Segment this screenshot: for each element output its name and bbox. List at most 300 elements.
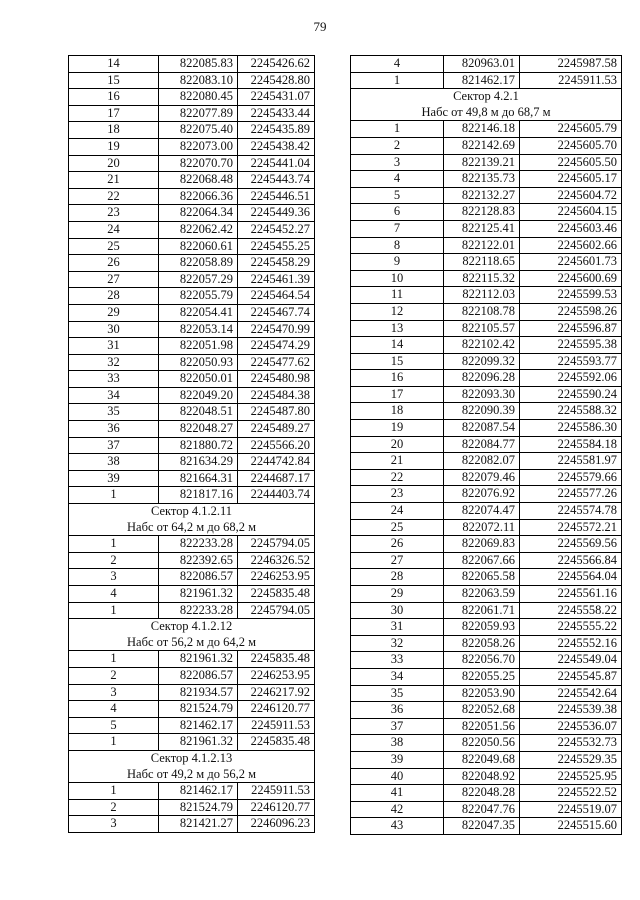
x-coordinate: 822050.01 — [159, 371, 238, 388]
point-number: 26 — [351, 536, 444, 553]
sector-range-row — [69, 767, 315, 783]
point-number: 1 — [69, 487, 159, 504]
x-coordinate: 821524.79 — [159, 799, 238, 816]
x-coordinate: 822146.18 — [444, 121, 520, 138]
table-row — [351, 486, 622, 503]
y-coordinate: 2245566.20 — [238, 437, 315, 454]
y-coordinate: 2245605.17 — [520, 171, 622, 188]
point-number: 6 — [351, 204, 444, 221]
y-coordinate: 2245602.66 — [520, 237, 622, 254]
x-coordinate: 822080.45 — [159, 89, 238, 106]
x-coordinate: 822053.90 — [444, 685, 520, 702]
x-coordinate: 822053.14 — [159, 321, 238, 338]
point-number: 35 — [351, 685, 444, 702]
point-number: 36 — [351, 702, 444, 719]
x-coordinate: 822086.57 — [159, 667, 238, 684]
point-number: 4 — [69, 586, 159, 603]
y-coordinate: 2246120.77 — [238, 701, 315, 718]
point-number: 5 — [351, 187, 444, 204]
table-row — [351, 668, 622, 685]
x-coordinate: 822073.00 — [159, 138, 238, 155]
point-number: 38 — [69, 454, 159, 471]
y-coordinate: 2245600.69 — [520, 270, 622, 287]
y-coordinate: 2245558.22 — [520, 602, 622, 619]
point-number: 21 — [69, 172, 159, 189]
point-number: 16 — [69, 89, 159, 106]
table-row — [69, 783, 315, 800]
table-row — [351, 303, 622, 320]
sector-height-range: Набс от 56,2 м до 64,2 м — [69, 635, 315, 651]
point-number: 13 — [351, 320, 444, 337]
table-row — [351, 154, 622, 171]
table-row — [351, 171, 622, 188]
point-number: 2 — [69, 667, 159, 684]
x-coordinate: 822079.46 — [444, 469, 520, 486]
x-coordinate: 822048.28 — [444, 785, 520, 802]
y-coordinate: 2246217.92 — [238, 684, 315, 701]
point-number: 1 — [69, 734, 159, 751]
table-row — [351, 735, 622, 752]
table-row — [69, 799, 315, 816]
point-number: 39 — [351, 751, 444, 768]
x-coordinate: 822233.28 — [159, 536, 238, 553]
y-coordinate: 2245519.07 — [520, 801, 622, 818]
x-coordinate: 822115.32 — [444, 270, 520, 287]
x-coordinate: 822068.48 — [159, 172, 238, 189]
x-coordinate: 822102.42 — [444, 337, 520, 354]
y-coordinate: 2245443.74 — [238, 172, 315, 189]
y-coordinate: 2245574.78 — [520, 503, 622, 520]
y-coordinate: 2245464.54 — [238, 288, 315, 305]
y-coordinate: 2245577.26 — [520, 486, 622, 503]
x-coordinate: 822062.42 — [159, 221, 238, 238]
y-coordinate: 2245566.84 — [520, 552, 622, 569]
sector-height-range: Набс от 64,2 м до 68,2 м — [69, 520, 315, 536]
y-coordinate: 2245605.50 — [520, 154, 622, 171]
table-row — [69, 221, 315, 238]
table-row — [69, 701, 315, 718]
x-coordinate: 822048.27 — [159, 421, 238, 438]
point-number: 40 — [351, 768, 444, 785]
point-number: 36 — [69, 421, 159, 438]
y-coordinate: 2245426.62 — [238, 56, 315, 73]
x-coordinate: 822086.57 — [159, 569, 238, 586]
y-coordinate: 2245564.04 — [520, 569, 622, 586]
y-coordinate: 2245835.48 — [238, 651, 315, 668]
x-coordinate: 822060.61 — [159, 238, 238, 255]
y-coordinate: 2245592.06 — [520, 370, 622, 387]
x-coordinate: 822064.34 — [159, 205, 238, 222]
table-row — [69, 371, 315, 388]
y-coordinate: 2246096.23 — [238, 816, 315, 833]
y-coordinate: 2245455.25 — [238, 238, 315, 255]
y-coordinate: 2245477.62 — [238, 354, 315, 371]
sector-range-row — [69, 635, 315, 651]
table-row — [351, 453, 622, 470]
point-number: 12 — [351, 303, 444, 320]
x-coordinate: 822072.11 — [444, 519, 520, 536]
point-number: 21 — [351, 453, 444, 470]
x-coordinate: 822054.41 — [159, 304, 238, 321]
x-coordinate: 822082.07 — [444, 453, 520, 470]
table-row — [351, 353, 622, 370]
table-row — [351, 287, 622, 304]
x-coordinate: 821421.27 — [159, 816, 238, 833]
table-row — [351, 72, 622, 89]
x-coordinate: 822135.73 — [444, 171, 520, 188]
x-coordinate: 822067.66 — [444, 552, 520, 569]
table-row — [69, 56, 315, 73]
x-coordinate: 822108.78 — [444, 303, 520, 320]
y-coordinate: 2245603.46 — [520, 220, 622, 237]
table-row — [351, 818, 622, 835]
table-row — [351, 652, 622, 669]
table-row — [69, 816, 315, 833]
point-number: 41 — [351, 785, 444, 802]
table-row — [69, 487, 315, 504]
table-row — [69, 138, 315, 155]
y-coordinate: 2245605.79 — [520, 121, 622, 138]
table-row — [69, 105, 315, 122]
table-row — [351, 685, 622, 702]
y-coordinate: 2245598.26 — [520, 303, 622, 320]
table-row — [69, 205, 315, 222]
y-coordinate: 2245572.21 — [520, 519, 622, 536]
point-number: 37 — [351, 718, 444, 735]
x-coordinate: 822077.89 — [159, 105, 238, 122]
y-coordinate: 2245555.22 — [520, 619, 622, 636]
point-number: 15 — [351, 353, 444, 370]
table-row — [351, 337, 622, 354]
table-row — [69, 188, 315, 205]
x-coordinate: 822122.01 — [444, 237, 520, 254]
point-number: 18 — [351, 403, 444, 420]
x-coordinate: 822055.25 — [444, 668, 520, 685]
x-coordinate: 822139.21 — [444, 154, 520, 171]
point-number: 5 — [69, 717, 159, 734]
y-coordinate: 2245452.27 — [238, 221, 315, 238]
x-coordinate: 822057.29 — [159, 271, 238, 288]
table-row — [69, 172, 315, 189]
table-row — [69, 602, 315, 619]
point-number: 14 — [69, 56, 159, 73]
point-number: 42 — [351, 801, 444, 818]
page-number: 79 — [313, 19, 327, 34]
x-coordinate: 822093.30 — [444, 386, 520, 403]
table-row — [69, 536, 315, 553]
table-row — [351, 56, 622, 73]
x-coordinate: 821664.31 — [159, 470, 238, 487]
y-coordinate: 2245515.60 — [520, 818, 622, 835]
y-coordinate: 2245593.77 — [520, 353, 622, 370]
sector-header-row — [69, 750, 315, 766]
table-row — [351, 768, 622, 785]
point-number: 19 — [351, 420, 444, 437]
table-row — [69, 421, 315, 438]
point-number: 39 — [69, 470, 159, 487]
y-coordinate: 2245438.42 — [238, 138, 315, 155]
x-coordinate: 822049.68 — [444, 751, 520, 768]
sector-height-range: Набс от 49,8 м до 68,7 м — [351, 105, 622, 121]
y-coordinate: 2245581.97 — [520, 453, 622, 470]
x-coordinate: 822047.76 — [444, 801, 520, 818]
table-row — [351, 503, 622, 520]
x-coordinate: 821817.16 — [159, 487, 238, 504]
x-coordinate: 822074.47 — [444, 503, 520, 520]
point-number: 1 — [69, 783, 159, 800]
y-coordinate: 2245601.73 — [520, 254, 622, 271]
x-coordinate: 822059.93 — [444, 619, 520, 636]
y-coordinate: 2245522.52 — [520, 785, 622, 802]
point-number: 33 — [69, 371, 159, 388]
point-number: 23 — [351, 486, 444, 503]
table-row — [69, 387, 315, 404]
point-number: 25 — [351, 519, 444, 536]
x-coordinate: 822070.70 — [159, 155, 238, 172]
x-coordinate: 822058.26 — [444, 635, 520, 652]
y-coordinate: 2245487.80 — [238, 404, 315, 421]
table-row — [351, 320, 622, 337]
point-number: 22 — [351, 469, 444, 486]
y-coordinate: 2245552.16 — [520, 635, 622, 652]
table-row — [69, 89, 315, 106]
point-number: 17 — [69, 105, 159, 122]
table-row — [351, 586, 622, 603]
table-row — [351, 536, 622, 553]
y-coordinate: 2245835.48 — [238, 586, 315, 603]
y-coordinate: 2245461.39 — [238, 271, 315, 288]
y-coordinate: 2245435.89 — [238, 122, 315, 139]
y-coordinate: 2245441.04 — [238, 155, 315, 172]
table-row — [351, 436, 622, 453]
table-row — [69, 155, 315, 172]
x-coordinate: 822052.68 — [444, 702, 520, 719]
y-coordinate: 2245604.15 — [520, 204, 622, 221]
y-coordinate: 2245595.38 — [520, 337, 622, 354]
point-number: 8 — [351, 237, 444, 254]
y-coordinate: 2244687.17 — [238, 470, 315, 487]
table-row — [351, 370, 622, 387]
table-row — [351, 635, 622, 652]
x-coordinate: 822075.40 — [159, 122, 238, 139]
x-coordinate: 822392.65 — [159, 552, 238, 569]
x-coordinate: 822050.56 — [444, 735, 520, 752]
y-coordinate: 2245536.07 — [520, 718, 622, 735]
table-row — [351, 187, 622, 204]
y-coordinate: 2246253.95 — [238, 569, 315, 586]
x-coordinate: 822047.35 — [444, 818, 520, 835]
table-row — [69, 238, 315, 255]
y-coordinate: 2245467.74 — [238, 304, 315, 321]
point-number: 3 — [69, 816, 159, 833]
y-coordinate: 2245545.87 — [520, 668, 622, 685]
table-row — [351, 569, 622, 586]
sector-header-row — [351, 89, 622, 105]
point-number: 14 — [351, 337, 444, 354]
point-number: 29 — [69, 304, 159, 321]
sector-header-row — [69, 619, 315, 635]
table-row — [351, 469, 622, 486]
point-number: 2 — [69, 799, 159, 816]
x-coordinate: 822065.58 — [444, 569, 520, 586]
point-number: 3 — [69, 569, 159, 586]
y-coordinate: 2245588.32 — [520, 403, 622, 420]
x-coordinate: 822048.51 — [159, 404, 238, 421]
y-coordinate: 2245911.53 — [238, 717, 315, 734]
y-coordinate: 2246253.95 — [238, 667, 315, 684]
point-number: 23 — [69, 205, 159, 222]
table-row — [351, 785, 622, 802]
x-coordinate: 822084.77 — [444, 436, 520, 453]
x-coordinate: 821524.79 — [159, 701, 238, 718]
x-coordinate: 822099.32 — [444, 353, 520, 370]
table-row — [69, 586, 315, 603]
table-row — [69, 651, 315, 668]
y-coordinate: 2245835.48 — [238, 734, 315, 751]
x-coordinate: 822105.57 — [444, 320, 520, 337]
table-row — [69, 404, 315, 421]
table-row — [351, 519, 622, 536]
x-coordinate: 820963.01 — [444, 56, 520, 73]
point-number: 1 — [351, 121, 444, 138]
point-number: 18 — [69, 122, 159, 139]
table-row — [69, 288, 315, 305]
y-coordinate: 2245987.58 — [520, 56, 622, 73]
table-row — [351, 237, 622, 254]
point-number: 27 — [351, 552, 444, 569]
x-coordinate: 822056.70 — [444, 652, 520, 669]
y-coordinate: 2245794.05 — [238, 602, 315, 619]
y-coordinate: 2245596.87 — [520, 320, 622, 337]
y-coordinate: 2245484.38 — [238, 387, 315, 404]
y-coordinate: 2245561.16 — [520, 586, 622, 603]
x-coordinate: 822085.83 — [159, 56, 238, 73]
sector-range-row — [69, 520, 315, 536]
y-coordinate: 2245480.98 — [238, 371, 315, 388]
sector-title: Сектор 4.2.1 — [351, 89, 622, 105]
y-coordinate: 2245569.56 — [520, 536, 622, 553]
point-number: 4 — [351, 171, 444, 188]
table-row — [351, 619, 622, 636]
x-coordinate: 822096.28 — [444, 370, 520, 387]
point-number: 15 — [69, 72, 159, 89]
x-coordinate: 821462.17 — [159, 783, 238, 800]
sector-range-row — [351, 105, 622, 121]
table-row — [69, 255, 315, 272]
y-coordinate: 2245474.29 — [238, 338, 315, 355]
point-number: 34 — [351, 668, 444, 685]
table-row — [351, 602, 622, 619]
y-coordinate: 2245489.27 — [238, 421, 315, 438]
x-coordinate: 821462.17 — [159, 717, 238, 734]
table-row — [69, 271, 315, 288]
y-coordinate: 2245428.80 — [238, 72, 315, 89]
point-number: 20 — [69, 155, 159, 172]
sector-header-row — [69, 504, 315, 520]
table-row — [351, 718, 622, 735]
point-number: 1 — [69, 651, 159, 668]
y-coordinate: 2244403.74 — [238, 487, 315, 504]
point-number: 28 — [69, 288, 159, 305]
point-number: 1 — [69, 536, 159, 553]
table-row — [69, 321, 315, 338]
table-row — [69, 569, 315, 586]
x-coordinate: 822090.39 — [444, 403, 520, 420]
point-number: 28 — [351, 569, 444, 586]
table-row — [351, 220, 622, 237]
y-coordinate: 2245539.38 — [520, 702, 622, 719]
x-coordinate: 822055.79 — [159, 288, 238, 305]
point-number: 4 — [69, 701, 159, 718]
table-row — [69, 552, 315, 569]
point-number: 31 — [351, 619, 444, 636]
point-number: 9 — [351, 254, 444, 271]
point-number: 2 — [351, 137, 444, 154]
point-number: 1 — [69, 602, 159, 619]
table-row — [351, 137, 622, 154]
point-number: 25 — [69, 238, 159, 255]
y-coordinate: 2245579.66 — [520, 469, 622, 486]
point-number: 32 — [351, 635, 444, 652]
x-coordinate: 822076.92 — [444, 486, 520, 503]
x-coordinate: 822058.89 — [159, 255, 238, 272]
x-coordinate: 822051.56 — [444, 718, 520, 735]
x-coordinate: 822061.71 — [444, 602, 520, 619]
x-coordinate: 822112.03 — [444, 287, 520, 304]
y-coordinate: 2245458.29 — [238, 255, 315, 272]
point-number: 22 — [69, 188, 159, 205]
table-row — [351, 121, 622, 138]
point-number: 3 — [69, 684, 159, 701]
point-number: 1 — [351, 72, 444, 89]
y-coordinate: 2245449.36 — [238, 205, 315, 222]
point-number: 37 — [69, 437, 159, 454]
table-row — [69, 667, 315, 684]
coordinates-table-right — [350, 55, 622, 835]
x-coordinate: 822128.83 — [444, 204, 520, 221]
x-coordinate: 821634.29 — [159, 454, 238, 471]
y-coordinate: 2245431.07 — [238, 89, 315, 106]
x-coordinate: 822063.59 — [444, 586, 520, 603]
table-row — [351, 702, 622, 719]
x-coordinate: 821961.32 — [159, 734, 238, 751]
x-coordinate: 822083.10 — [159, 72, 238, 89]
table-row — [69, 304, 315, 321]
y-coordinate: 2245470.99 — [238, 321, 315, 338]
sector-title: Сектор 4.1.2.13 — [69, 750, 315, 766]
x-coordinate: 822048.92 — [444, 768, 520, 785]
table-row — [69, 470, 315, 487]
y-coordinate: 2244742.84 — [238, 454, 315, 471]
point-number: 20 — [351, 436, 444, 453]
point-number: 33 — [351, 652, 444, 669]
point-number: 16 — [351, 370, 444, 387]
point-number: 24 — [351, 503, 444, 520]
coordinates-table-left — [68, 55, 315, 833]
x-coordinate: 822051.98 — [159, 338, 238, 355]
y-coordinate: 2245911.53 — [520, 72, 622, 89]
y-coordinate: 2245532.73 — [520, 735, 622, 752]
point-number: 30 — [69, 321, 159, 338]
sector-title: Сектор 4.1.2.12 — [69, 619, 315, 635]
point-number: 19 — [69, 138, 159, 155]
y-coordinate: 2246120.77 — [238, 799, 315, 816]
y-coordinate: 2245599.53 — [520, 287, 622, 304]
x-coordinate: 822049.20 — [159, 387, 238, 404]
table-row — [69, 122, 315, 139]
table-row — [351, 254, 622, 271]
table-row — [351, 801, 622, 818]
